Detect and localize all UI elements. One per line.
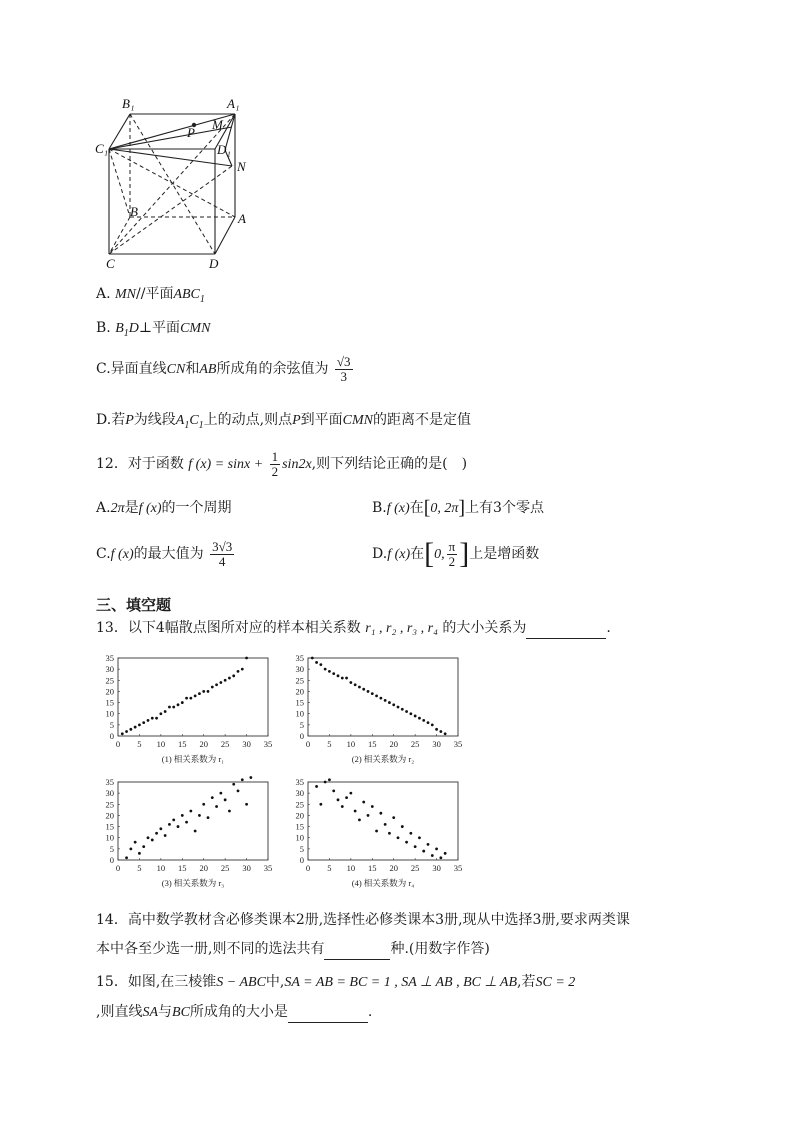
chart-3-point [181,814,184,817]
chart-2-point [354,683,357,686]
chart-4-point [427,843,430,846]
label-d: D [209,256,219,271]
chart-3-ytick: 5 [109,843,114,854]
chart-3-ytick: 10 [105,832,114,843]
chart-3-point [151,839,154,842]
chart-4-ytick: 15 [295,821,304,832]
chart-4-xtick: 30 [432,863,441,873]
chart-1-point [185,697,188,700]
chart-4-ytick: 30 [295,788,304,799]
chart-4-point [379,812,382,815]
chart-4-ytick: 35 [295,777,304,787]
chart-4-point [405,841,408,844]
q11-option-c: C.异面直线CN和AB所成角的余弦值为 $\frac{√3}{3}$ [96,353,351,384]
chart-2-point [311,657,314,660]
q12-option-c: C.f (x)的最大值为 $\frac{3√3}{4}$ [96,538,233,569]
chart-2-point [397,706,400,709]
chart-1-point [211,686,214,689]
chart-2-point [388,701,391,704]
chart-2-point [422,719,425,722]
chart-2-xtick: 25 [410,739,420,749]
chart-1-point [219,681,222,684]
chart-2-point [401,708,404,711]
chart-1-point [138,723,141,726]
chart-3-ytick: 30 [105,788,114,799]
chart-4-point [414,845,417,848]
chart-2-point [358,686,361,689]
chart-4-point [439,856,442,859]
chart-1-ytick: 20 [105,686,114,697]
chart-2-point [328,670,331,673]
label-m: M [212,117,223,132]
chart-4-point [401,825,404,828]
chart-2-point [379,697,382,700]
chart-1-xtick: 20 [199,739,208,749]
chart-1-xtick: 35 [263,739,273,749]
chart-3-title: (3) 相关系数为 r₃ [161,878,225,888]
chart-4-point [444,852,447,855]
section-title: 三、填空题 [96,596,172,614]
label-a1: A₁ [227,96,240,111]
chart-3-xtick: 30 [242,863,251,873]
chart-1-point [129,728,132,731]
chart-2-xtick: 15 [368,739,377,749]
label-d1: D₁ [217,142,231,157]
chart-3-point [159,827,162,830]
chart-1-point [147,719,150,722]
chart-4-point [337,798,340,801]
q12-option-b: B.f (x)在[0, 2π]上有3个零点 [372,497,544,519]
chart-3-frame [118,782,268,860]
chart-4-xtick: 25 [410,863,420,873]
chart-3-point [134,841,137,844]
chart-1-ytick: 15 [105,697,114,708]
chart-3-point [194,830,197,833]
chart-1-xtick: 25 [220,739,230,749]
chart-2-point [435,728,438,731]
chart-3-point [232,783,235,786]
chart-3-point [245,803,248,806]
chart-2-point [341,677,344,680]
chart-4-point [397,836,400,839]
chart-4-point [362,801,365,804]
chart-2-ytick: 30 [295,664,304,675]
chart-3-xtick: 15 [178,863,187,873]
chart-4-point [345,796,348,799]
chart-3-xtick: 20 [199,863,208,873]
label-c1: C₁ [95,141,109,156]
q12-option-a: A.2π是f (x)的一个周期 [96,500,232,516]
chart-4-point [332,790,335,793]
q15-answer-blank[interactable] [288,1002,368,1023]
chart-3-xtick: 35 [263,863,273,873]
chart-1-point [172,706,175,709]
chart-1-xtick: 10 [156,739,166,749]
chart-2-xtick: 10 [346,739,356,749]
chart-2-point [439,730,442,733]
chart-1-point [241,668,244,671]
chart-1-point [207,690,210,693]
chart-4-point [354,810,357,813]
chart-3-ytick: 25 [105,799,114,810]
chart-1-point [134,726,137,729]
chart-1-point [155,717,158,720]
chart-3-point [177,825,180,828]
chart-1-point [121,732,124,735]
chart-3-point [219,792,222,795]
chart-3-point [164,834,167,837]
chart-2-point [409,712,412,715]
chart-1-point [224,679,227,682]
chart-3-point [198,814,201,817]
chart-1-ytick: 5 [109,719,114,730]
chart-2-xtick: 20 [389,739,398,749]
chart-2-ytick: 25 [295,675,304,686]
chart-4-xtick: 20 [389,863,398,873]
chart-3-ytick: 15 [105,821,114,832]
label-b1: B₁ [122,96,135,111]
q15-line2: ,则直线SA与BC所成角的大小是 . [96,1002,372,1023]
chart-1-xtick: 5 [137,739,142,749]
chart-2-xtick: 35 [453,739,463,749]
chart-4-ytick: 5 [299,843,304,854]
chart-2-point [444,732,447,735]
chart-3-point [249,776,252,779]
q11-option-a: A. MN//平面$ABC_1$ [96,286,205,305]
chart-1-point [198,692,201,695]
chart-1-point [142,721,145,724]
chart-3-xtick: 0 [115,863,121,873]
chart-3-point [125,856,128,859]
chart-4-point [324,781,327,784]
q15-line1: 15．如图,在三棱锥S − ABC中,SA = AB = BC = 1 , SA ⊥ AB , BC ⊥ AB,若SC = 2 [96,974,576,990]
chart-2-ytick: 10 [295,708,304,719]
chart-2-point [367,690,370,693]
chart-4-point [392,816,395,819]
chart-2-point [427,721,430,724]
chart-3-point [224,798,227,801]
chart-2-ytick: 5 [299,719,304,730]
chart-2-ytick: 35 [295,653,304,663]
chart-3-point [168,823,171,826]
chart-2-ytick: 0 [299,731,304,741]
chart-4-xtick: 35 [453,863,463,873]
chart-4-point [422,850,425,853]
chart-1-xtick: 30 [242,739,251,749]
chart-4-point [367,814,370,817]
q13-answer-blank[interactable] [526,618,606,639]
chart-1-point [237,670,240,673]
chart-1-point [215,683,218,686]
chart-2-point [375,694,378,697]
chart-1-point [181,701,184,704]
chart-4-point [319,803,322,806]
chart-1-point [151,717,154,720]
q11-option-b: B. $B_1D\perp$平面CMN [96,320,211,339]
chart-1-point [159,712,162,715]
chart-3-point [189,810,192,813]
chart-4-point [328,778,331,781]
label-b: B [130,204,138,219]
chart-1-ytick: 0 [109,731,114,741]
chart-4-point [371,805,374,808]
chart-3-ytick: 35 [105,777,114,787]
q12-option-d: D.f (x)在[0, $\frac{\pi}{2}$ ]上是增函数 [372,537,540,570]
chart-3-point [155,832,158,835]
chart-3-point [172,818,175,821]
chart-3-xtick: 10 [156,863,166,873]
chart-1-point [177,703,180,706]
chart-4-point [435,847,438,850]
chart-3-ytick: 20 [105,810,114,821]
q12-stem: 12．对于函数 f (x) = sinx + $\frac{1}{2}$ sin2x,则下列结论正确的是( ) [96,448,468,479]
chart-3-xtick: 25 [220,863,230,873]
chart-1-xtick: 15 [178,739,187,749]
chart-1-point [168,706,171,709]
chart-3-point [241,778,244,781]
chart-4-point [418,836,421,839]
label-n: N [237,159,246,174]
chart-2-point [315,661,318,664]
chart-4-ytick: 25 [295,799,304,810]
frac-sqrt3-over-3: $\frac{√3}{3}$ [336,353,351,384]
chart-4-point [375,830,378,833]
chart-4-point [315,785,318,788]
chart-2-point [405,710,408,713]
chart-2-xtick: 30 [432,739,441,749]
chart-1-title: (1) 相关系数为 r₁ [161,754,225,764]
chart-2-point [371,692,374,695]
chart-3-point [237,790,240,793]
chart-4-xtick: 10 [346,863,356,873]
chart-2-point [345,677,348,680]
chart-1-xtick: 0 [115,739,121,749]
q14-answer-blank[interactable] [324,939,390,960]
chart-1-point [125,730,128,733]
chart-2-point [349,681,352,684]
chart-2-point [431,723,434,726]
chart-3-point [185,821,188,824]
chart-4-point [388,832,391,835]
chart-4-ytick: 20 [295,810,304,821]
label-a: A [238,211,246,226]
chart-4-xtick: 0 [305,863,311,873]
chart-4-point [341,805,344,808]
chart-3-point [129,847,132,850]
chart-4-ytick: 10 [295,832,304,843]
chart-2-point [319,663,322,666]
chart-3-point [147,836,150,839]
chart-1-ytick: 25 [105,675,114,686]
chart-4-point [431,854,434,857]
chart-2-xtick: 0 [305,739,311,749]
cube-figure [92,92,262,274]
chart-3-point [211,796,214,799]
chart-2-point [384,699,387,702]
chart-2-point [324,668,327,671]
chart-2-point [337,674,340,677]
chart-1-point [202,690,205,693]
chart-2-title: (2) 相关系数为 r₂ [351,754,415,764]
chart-4-point [349,792,352,795]
chart-1-ytick: 35 [105,653,114,663]
chart-4-ytick: 0 [299,855,304,865]
chart-4-point [384,823,387,826]
chart-3-point [207,816,210,819]
chart-2-point [418,717,421,720]
chart-2-point [332,672,335,675]
q11-option-d: D.若P为线段$A_1C_1$上的动点,则点P到平面CMN的距离不是定值 [96,412,472,431]
scatter-charts [92,652,472,900]
chart-3-point [138,852,141,855]
chart-2-ytick: 20 [295,686,304,697]
chart-4-title: (4) 相关系数为 r₄ [351,878,415,888]
chart-1-point [189,697,192,700]
chart-4-point [409,832,412,835]
label-c: C [106,256,115,271]
label-p: P [187,125,195,140]
chart-3-point [215,805,218,808]
chart-2-point [392,703,395,706]
chart-2-point [414,715,417,718]
chart-3-xtick: 5 [137,863,142,873]
chart-3-point [142,845,145,848]
chart-1-ytick: 30 [105,664,114,675]
q14-line1: 14．高中数学教材含必修类课本2册,选择性必修类课本3册,现从中选择3册,要求两类课 [96,912,630,928]
q14-line2: 本中各至少选一册,则不同的选法共有 种.(用数字作答) [96,939,490,960]
chart-1-point [194,694,197,697]
chart-2-frame [308,658,458,736]
chart-4-xtick: 5 [327,863,332,873]
chart-4-point [358,818,361,821]
chart-1-ytick: 10 [105,708,114,719]
chart-2-point [362,688,365,691]
chart-1-point [232,674,235,677]
chart-1-point [245,657,248,660]
chart-2-ytick: 15 [295,697,304,708]
chart-2-xtick: 5 [327,739,332,749]
chart-3-ytick: 0 [109,855,114,865]
chart-1-point [228,677,231,680]
q13-stem: 13．以下4幅散点图所对应的样本相关系数 r₁ , r₂ , r₃ , r₄ 的大小关系为 . [96,618,611,639]
chart-3-point [202,803,205,806]
chart-4-xtick: 15 [368,863,377,873]
chart-3-point [228,810,231,813]
chart-1-point [164,710,167,713]
